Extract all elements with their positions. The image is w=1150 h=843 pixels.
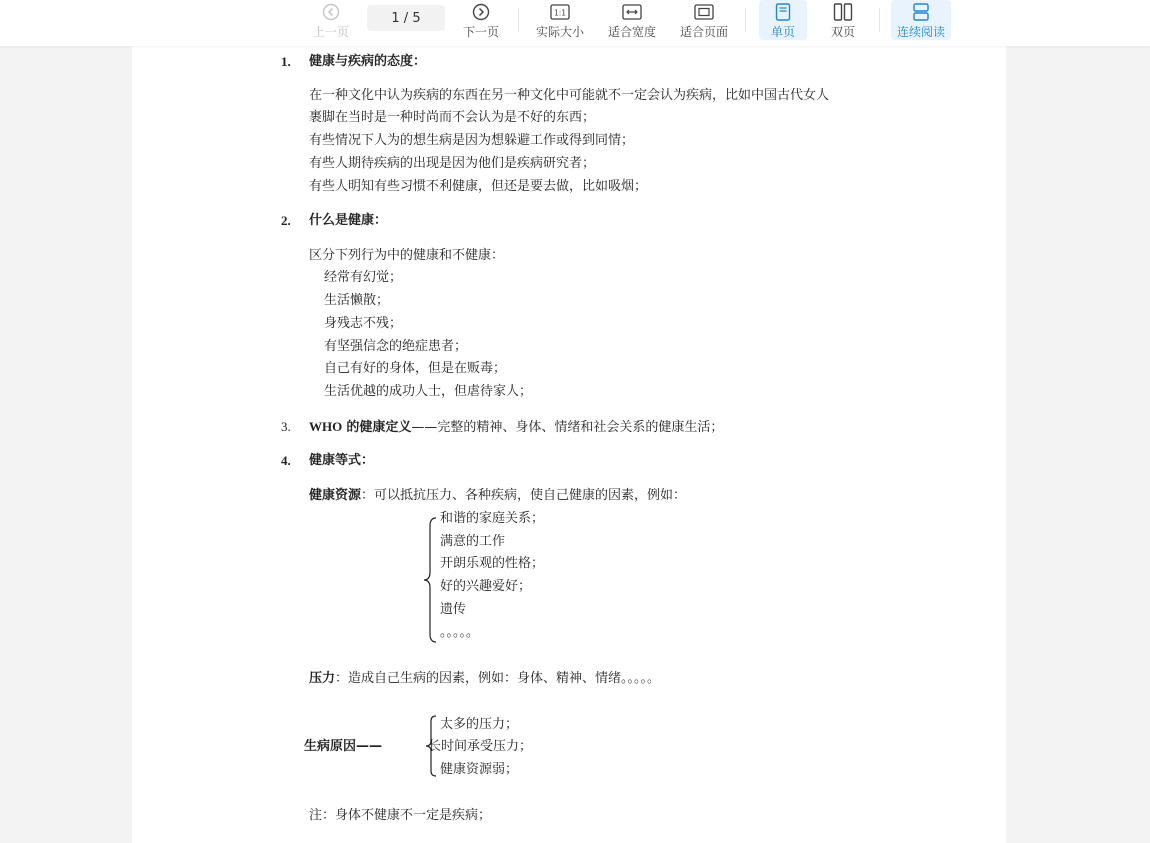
cause-item: 健康资源弱；	[440, 762, 519, 777]
note-line: 注：身体不健康不一定是疾病；	[309, 808, 492, 823]
section-number: 2.	[281, 213, 291, 228]
double-page-label: 双页	[830, 25, 855, 39]
section-title: 健康等式：	[309, 453, 375, 468]
fit-page-button[interactable]	[676, 0, 732, 46]
continuous-reading-icon	[912, 2, 930, 22]
prev-page-label: 上一页	[312, 25, 349, 39]
cause-item: 长时间承受压力；	[428, 739, 533, 754]
prev-page-button[interactable]	[308, 0, 354, 46]
health-resource-text: ：可以抵抗压力、各种疾病，使自己健康的因素，例如：	[361, 488, 687, 503]
list-item: 有坚强信念的绝症患者；	[324, 339, 468, 354]
next-page-label: 下一页	[462, 25, 499, 39]
resource-item: 和谐的家庭关系；	[440, 511, 545, 526]
resource-item: 。。。。。	[440, 625, 480, 640]
single-page-label: 单页	[770, 25, 795, 39]
fit-page-icon	[694, 2, 714, 22]
cause-item: 太多的压力；	[440, 717, 519, 732]
viewer-toolbar	[0, 0, 1150, 46]
continuous-reading-label: 连续阅读	[896, 25, 945, 39]
pressure-line	[309, 670, 660, 688]
text-line: 区分下列行为中的健康和不健康：	[309, 248, 505, 263]
fit-page-label: 适合页面	[679, 25, 728, 39]
actual-size-icon	[550, 2, 570, 22]
toolbar-divider	[879, 8, 880, 32]
next-page-button[interactable]	[458, 0, 504, 46]
text-line: 有些人期待疾病的出现是因为他们是疾病研究者；	[309, 156, 596, 171]
resource-item: 遗传	[440, 602, 467, 617]
fit-width-label: 适合宽度	[607, 25, 656, 39]
continuous-reading-button[interactable]	[891, 0, 951, 40]
svg-text:1:1: 1:1	[553, 8, 567, 18]
list-item: 自己有好的身体，但是在贩毒；	[324, 361, 507, 376]
health-resource-label: 健康资源	[309, 488, 362, 503]
text-line: 有些情况下人为的想生病是因为想躲避工作或得到同情；	[309, 133, 635, 148]
toolbar-divider	[745, 8, 746, 32]
resource-item: 开朗乐观的性格；	[440, 556, 545, 571]
double-page-icon	[833, 2, 853, 22]
single-page-icon	[775, 2, 791, 22]
single-page-button[interactable]	[759, 0, 807, 40]
toolbar-divider	[518, 8, 519, 32]
list-item: 身残志不残；	[324, 316, 403, 331]
section-number: 4.	[281, 453, 291, 468]
who-definition-line	[309, 418, 723, 437]
chevron-left-circle-icon	[322, 2, 340, 22]
actual-size-label: 实际大小	[535, 25, 584, 39]
list-item: 生活优越的成功人士，但虐待家人；	[324, 384, 533, 399]
left-brace	[422, 516, 438, 644]
section-number: 3.	[281, 419, 291, 434]
text-line: 在一种文化中认为疾病的东西在另一种文化中可能就不一定会认为疾病，比如中国古代女人	[309, 88, 830, 103]
fit-width-icon	[622, 2, 642, 22]
pressure-text: ：造成自己生病的因素，例如：身体、精神、情绪。。。。。	[335, 671, 661, 686]
list-item: 生活懒散；	[324, 293, 390, 308]
section-title: 什么是健康：	[309, 213, 388, 228]
resource-item: 满意的工作	[440, 534, 506, 549]
section-number: 1.	[281, 54, 291, 69]
document-page	[132, 46, 1006, 843]
actual-size-button[interactable]	[532, 0, 588, 46]
list-item: 经常有幻觉；	[324, 270, 403, 285]
health-resource-line	[309, 487, 686, 505]
definition-text: ——完整的精神、身体、情绪和社会关系的健康生活；	[411, 420, 724, 435]
fit-width-button[interactable]	[604, 0, 660, 46]
double-page-button[interactable]	[819, 0, 867, 46]
definition-bold: 的健康定义	[346, 420, 412, 435]
who-term: WHO	[309, 419, 343, 434]
pressure-label: 压力	[309, 671, 336, 686]
page-number-input[interactable]: 1 / 5	[367, 5, 445, 31]
chevron-right-circle-icon	[472, 2, 490, 22]
text-line: 有些人明知有些习惯不利健康，但还是要去做，比如吸烟；	[309, 179, 648, 194]
section-title: 健康与疾病的态度：	[309, 54, 427, 69]
resource-item: 好的兴趣爱好；	[440, 579, 532, 594]
illness-cause-label: 生病原因——	[304, 739, 383, 754]
text-line: 裹脚在当时是一种时尚而不会认为是不好的东西；	[309, 110, 596, 125]
